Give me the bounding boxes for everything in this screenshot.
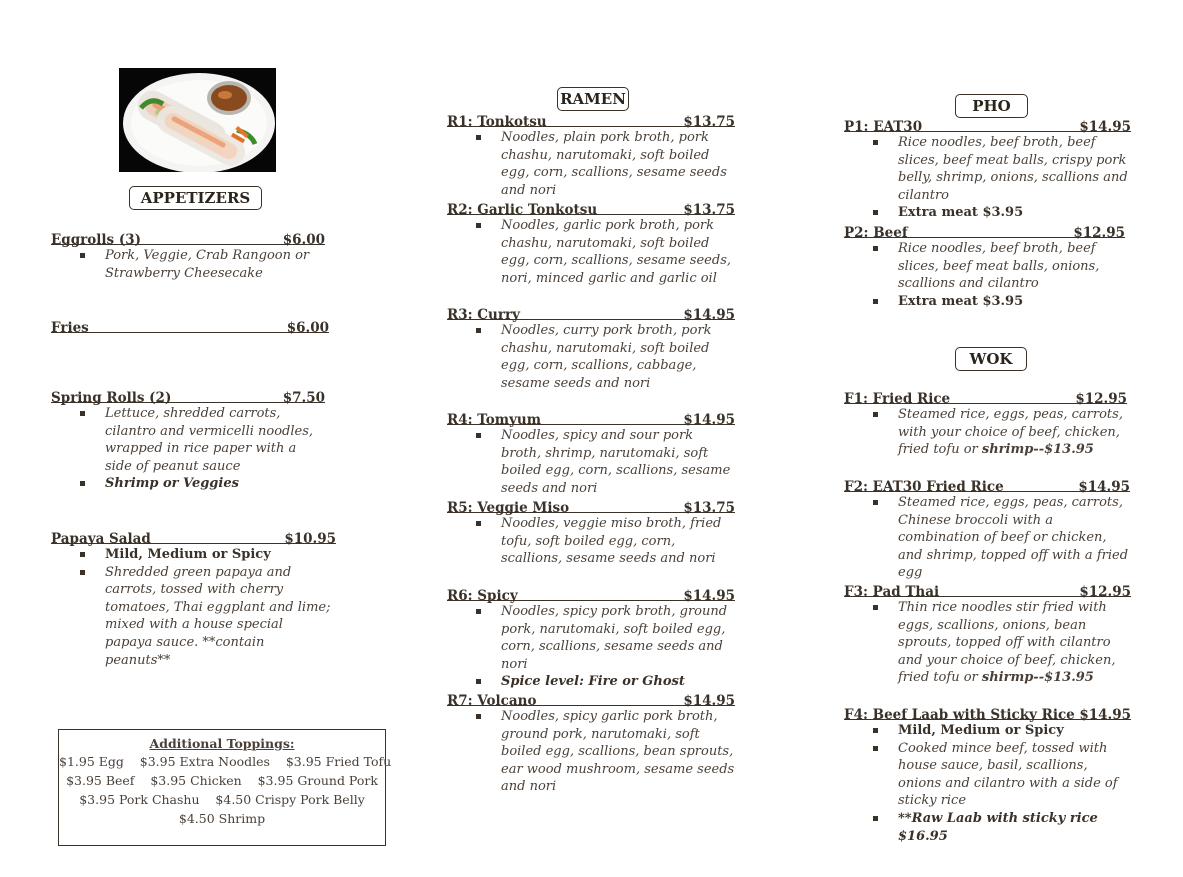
item-upgrade-price: shirmp--$13.95 — [981, 670, 1094, 686]
menu-item-r1 — [447, 114, 735, 199]
menu-item-eggrolls — [51, 232, 325, 282]
item-option: Shrimp or Veggies — [51, 475, 325, 493]
menu-item-papaya-salad — [51, 531, 336, 669]
item-price: $14.95 — [683, 693, 735, 709]
item-name: R2: Garlic Tonkotsu — [447, 202, 598, 218]
item-price: $14.95 — [1079, 119, 1131, 135]
item-name: R6: Spicy — [447, 588, 518, 604]
item-price: $14.95 — [1079, 707, 1131, 723]
item-description-text: Thin rice noodles stir fried with eggs, scallions, onions, bean sprouts, topped off with cilantro and your choice of beef, chicken, fried tofu or — [898, 600, 1116, 686]
menu-item-f1 — [844, 391, 1127, 459]
item-name: Eggrolls (3) — [51, 232, 142, 248]
menu-item-p1 — [844, 119, 1131, 222]
item-name: F1: Fried Rice — [844, 391, 951, 407]
item-option: Extra meat $3.95 — [844, 293, 1125, 311]
item-description — [844, 406, 1127, 459]
menu-item-spring-rolls — [51, 390, 325, 493]
item-upgrade-price: shrimp--$13.95 — [981, 442, 1094, 458]
item-description: Rice noodles, beef broth, beef slices, beef meat balls, onions, scallions and cilantro — [844, 240, 1125, 293]
item-price: $14.95 — [683, 307, 735, 323]
item-price: $6.00 — [286, 320, 329, 336]
item-description — [844, 599, 1131, 687]
menu-item-r5 — [447, 500, 735, 568]
item-name: R3: Curry — [447, 307, 520, 323]
item-name: F2: EAT30 Fried Rice — [844, 479, 1004, 495]
toppings-row: $3.95 Beef $3.95 Chicken $3.95 Ground Pork — [66, 773, 378, 788]
item-price: $13.75 — [683, 500, 735, 516]
item-price: $12.95 — [1075, 391, 1127, 407]
menu-item-r4 — [447, 412, 735, 497]
item-description: Pork, Veggie, Crab Rangoon or Strawberry Cheesecake — [51, 247, 325, 282]
appetizers-title: APPETIZERS — [129, 186, 262, 210]
wok-title: WOK — [955, 347, 1027, 371]
toppings-row: $3.95 Pork Chashu $4.50 Crispy Pork Belly — [79, 792, 365, 807]
toppings-row: $1.95 Egg $3.95 Extra Noodles $3.95 Fried Tofu — [59, 754, 392, 769]
menu-item-fries — [51, 320, 329, 336]
ramen-title: RAMEN — [557, 87, 629, 111]
item-name: R7: Volcano — [447, 693, 537, 709]
item-name: Papaya Salad — [51, 531, 151, 547]
item-price: $6.00 — [282, 232, 325, 248]
toppings-title: Additional Toppings: — [149, 736, 295, 751]
item-description: Noodles, veggie miso broth, fried tofu, soft boiled egg, corn, scallions, sesame seeds and nori — [447, 515, 735, 568]
item-description: Noodles, spicy pork broth, ground pork, narutomaki, soft boiled egg, corn, scallions, sesame seeds and nori — [447, 603, 735, 673]
item-option: Mild, Medium or Spicy — [51, 546, 336, 564]
additional-toppings-box — [58, 729, 392, 846]
item-name: Fries — [51, 320, 89, 336]
item-name: P2: Beef — [844, 225, 908, 241]
item-description: Noodles, spicy garlic pork broth, ground pork, narutomaki, soft boiled egg, scallions, bean sprouts, ear wood mushroom, sesame seeds and nori — [447, 708, 735, 796]
item-price: $10.95 — [284, 531, 336, 547]
menu-item-f3 — [844, 584, 1131, 687]
item-price: $14.95 — [1078, 479, 1130, 495]
item-name: Spring Rolls (2) — [51, 390, 172, 406]
item-price: $13.75 — [683, 202, 735, 218]
item-description: Noodles, plain pork broth, pork chashu, narutomaki, soft boiled egg, corn, scallions, sesame seeds and nori — [447, 129, 735, 199]
menu-item-r6 — [447, 588, 735, 691]
item-description: Rice noodles, beef broth, beef slices, beef meat balls, crispy pork belly, shrimp, onions, scallions and cilantro — [844, 134, 1131, 204]
item-description: Shredded green papaya and carrots, tossed with cherry tomatoes, Thai eggplant and lime; mixed with a house special papaya sauce. **contain peanuts** — [51, 564, 336, 670]
item-price: $14.95 — [683, 588, 735, 604]
toppings-row: $4.50 Shrimp — [178, 811, 266, 826]
item-option: **Raw Laab with sticky rice $16.95 — [844, 810, 1131, 845]
item-description-text: Steamed rice, eggs, peas, carrots, with your choice of beef, chicken, fried tofu or — [898, 407, 1123, 458]
menu-item-f4 — [844, 707, 1131, 845]
item-description: Lettuce, shredded carrots, cilantro and vermicelli noodles, wrapped in rice paper with a side of peanut sauce — [51, 405, 325, 475]
item-option: Spice level: Fire or Ghost — [447, 673, 735, 691]
item-price: $12.95 — [1079, 584, 1131, 600]
item-description: Cooked mince beef, tossed with house sauce, basil, scallions, onions and cilantro with a side of sticky rice — [844, 740, 1131, 810]
menu-item-f2 — [844, 479, 1130, 582]
item-price: $13.75 — [683, 114, 735, 130]
spring-rolls-photo — [119, 68, 276, 172]
pho-title: PHO — [955, 94, 1028, 118]
item-description: Noodles, curry pork broth, pork chashu, narutomaki, soft boiled egg, corn, scallions, cabbage, sesame seeds and nori — [447, 322, 735, 392]
item-name: P1: EAT30 — [844, 119, 923, 135]
item-description: Steamed rice, eggs, peas, carrots, Chinese broccoli with a combination of beef or chicken, and shrimp, topped off with a fried egg — [844, 494, 1130, 582]
item-price: $14.95 — [683, 412, 735, 428]
menu-item-r2 — [447, 202, 735, 287]
item-name: F3: Pad Thai — [844, 584, 940, 600]
menu-item-r3 — [447, 307, 735, 392]
item-option: Mild, Medium or Spicy — [844, 722, 1131, 740]
item-name: R1: Tonkotsu — [447, 114, 547, 130]
item-name: F4: Beef Laab with Sticky Rice — [844, 707, 1075, 723]
item-name: R4: Tomyum — [447, 412, 542, 428]
menu-item-p2 — [844, 225, 1125, 310]
item-description: Noodles, spicy and sour pork broth, shrimp, narutomaki, soft boiled egg, corn, scallions, sesame seeds and nori — [447, 427, 735, 497]
item-option: Extra meat $3.95 — [844, 204, 1131, 222]
item-price: $12.95 — [1073, 225, 1125, 241]
item-name: R5: Veggie Miso — [447, 500, 570, 516]
item-description: Noodles, garlic pork broth, pork chashu, narutomaki, soft boiled egg, corn, scallions, sesame seeds, nori, minced garlic and garlic oil — [447, 217, 735, 287]
menu-item-r7 — [447, 693, 735, 796]
item-price: $7.50 — [282, 390, 325, 406]
spring-rolls-image — [119, 68, 276, 172]
